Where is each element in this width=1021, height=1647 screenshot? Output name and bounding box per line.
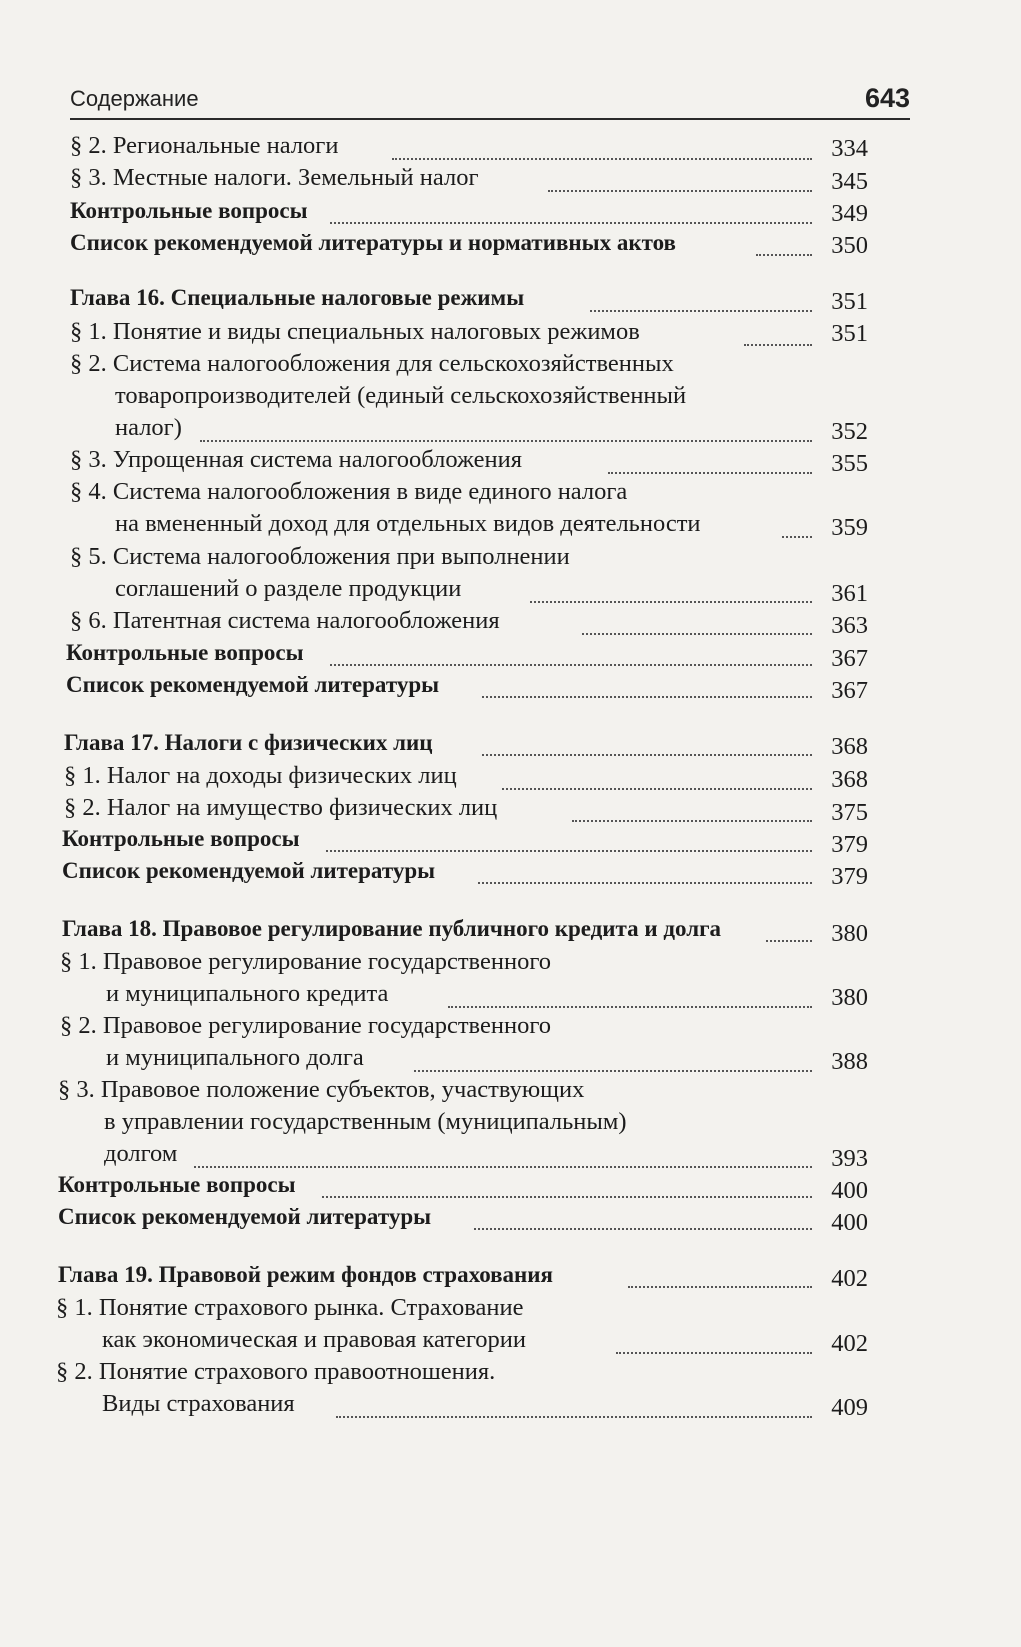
toc-page: 402 bbox=[831, 1330, 868, 1357]
toc-entry: § 2. Региональные налоги bbox=[70, 132, 339, 159]
toc-page: 351 bbox=[831, 320, 868, 347]
toc-entry: Контрольные вопросы bbox=[58, 1172, 296, 1197]
dot-leader bbox=[336, 1392, 812, 1418]
toc-page: 361 bbox=[831, 580, 868, 607]
dot-leader bbox=[392, 134, 812, 160]
toc-page: 375 bbox=[831, 799, 868, 826]
toc-page: 388 bbox=[831, 1048, 868, 1075]
toc-entry: § 4. Система налогообложения в виде единого налога bbox=[70, 478, 628, 505]
dot-leader bbox=[482, 730, 812, 756]
toc-entry: § 2. Налог на имущество физических лиц bbox=[64, 794, 498, 821]
toc-page: 363 bbox=[831, 612, 868, 639]
toc-entry: § 5. Система налогообложения при выполнении bbox=[70, 543, 570, 570]
toc-page: 393 bbox=[831, 1145, 868, 1172]
toc-entry: Глава 18. Правовое регулирование публичного кредита и долга bbox=[62, 916, 722, 941]
toc-entry: Контрольные вопросы bbox=[66, 640, 304, 665]
dot-leader bbox=[590, 286, 812, 312]
toc-entry: Список рекомендуемой литературы bbox=[66, 672, 440, 697]
toc-entry: налог) bbox=[115, 414, 182, 441]
dot-leader bbox=[330, 198, 812, 224]
toc-page: 367 bbox=[831, 677, 868, 704]
dot-leader bbox=[616, 1328, 812, 1354]
toc-entry: Контрольные вопросы bbox=[70, 198, 308, 223]
dot-leader bbox=[548, 166, 812, 192]
toc-entry: § 2. Понятие страхового правоотношения. bbox=[56, 1358, 496, 1385]
toc-page: 368 bbox=[831, 766, 868, 793]
toc-page: 355 bbox=[831, 450, 868, 477]
dot-leader bbox=[414, 1046, 812, 1072]
toc-entry: на вмененный доход для отдельных видов деятельности bbox=[115, 510, 701, 537]
dot-leader bbox=[582, 609, 812, 635]
toc-entry: Глава 17. Налоги с физических лиц bbox=[64, 730, 433, 755]
toc-page: 345 bbox=[831, 168, 868, 195]
dot-leader bbox=[744, 320, 812, 346]
toc-page: 379 bbox=[831, 831, 868, 858]
toc-entry: в управлении государственным (муниципальным) bbox=[104, 1108, 627, 1135]
toc-entry: § 2. Система налогообложения для сельскохозяйственных bbox=[70, 350, 674, 377]
toc-entry: § 2. Правовое регулирование государственного bbox=[60, 1012, 552, 1039]
toc-entry: как экономическая и правовая категории bbox=[102, 1326, 527, 1353]
toc-page: 400 bbox=[831, 1209, 868, 1236]
toc-page: 380 bbox=[831, 920, 868, 947]
dot-leader bbox=[628, 1262, 812, 1288]
toc-page: 380 bbox=[831, 984, 868, 1011]
toc-page: 402 bbox=[831, 1265, 868, 1292]
page-number: 643 bbox=[864, 83, 910, 113]
toc-page: 359 bbox=[831, 514, 868, 541]
toc-entry: Список рекомендуемой литературы bbox=[62, 858, 436, 883]
toc-page: 400 bbox=[831, 1177, 868, 1204]
dot-leader bbox=[474, 1204, 812, 1230]
toc-entry: Список рекомендуемой литературы bbox=[58, 1204, 432, 1229]
toc-page: 367 bbox=[831, 645, 868, 672]
toc-page: 368 bbox=[831, 733, 868, 760]
dot-leader bbox=[200, 416, 812, 442]
dot-leader bbox=[330, 640, 812, 666]
toc-entry: § 1. Налог на доходы физических лиц bbox=[64, 762, 457, 789]
toc-entry: Глава 16. Специальные налоговые режимы bbox=[70, 285, 525, 310]
toc-entry: § 3. Правовое положение субъектов, участвующих bbox=[58, 1076, 585, 1103]
dot-leader bbox=[502, 764, 812, 790]
dot-leader bbox=[326, 826, 812, 852]
toc-entry: и муниципального кредита bbox=[106, 980, 389, 1007]
toc-page: 351 bbox=[831, 288, 868, 315]
toc-entry: § 3. Местные налоги. Земельный налог bbox=[70, 164, 479, 191]
toc-entry: § 1. Понятие и виды специальных налоговых режимов bbox=[70, 318, 640, 345]
dot-leader bbox=[194, 1142, 812, 1168]
toc-entry: и муниципального долга bbox=[106, 1044, 364, 1071]
toc-entry: § 1. Правовое регулирование государственного bbox=[60, 948, 552, 975]
toc-page: 352 bbox=[831, 418, 868, 445]
dot-leader bbox=[482, 672, 812, 698]
toc-entry: соглашений о разделе продукции bbox=[115, 575, 462, 602]
toc-entry: Контрольные вопросы bbox=[62, 826, 300, 851]
toc-entry: Виды страхования bbox=[102, 1390, 295, 1417]
dot-leader bbox=[608, 448, 812, 474]
dot-leader bbox=[478, 858, 812, 884]
toc-page: 379 bbox=[831, 863, 868, 890]
toc-entry: § 6. Патентная система налогообложения bbox=[70, 607, 500, 634]
toc-page: 349 bbox=[831, 200, 868, 227]
toc-entry: § 1. Понятие страхового рынка. Страхование bbox=[56, 1294, 524, 1321]
dot-leader bbox=[530, 577, 812, 603]
toc-entry: § 3. Упрощенная система налогообложения bbox=[70, 446, 522, 473]
dot-leader bbox=[572, 796, 812, 822]
toc-entry: Глава 19. Правовой режим фондов страхования bbox=[58, 1262, 553, 1287]
toc-page: 409 bbox=[831, 1394, 868, 1421]
toc-page: 334 bbox=[831, 135, 868, 162]
dot-leader bbox=[448, 982, 812, 1008]
dot-leader bbox=[322, 1172, 812, 1198]
running-title: Содержание bbox=[70, 86, 199, 111]
toc-page: 350 bbox=[831, 232, 868, 259]
toc-entry: Список рекомендуемой литературы и нормативных актов bbox=[70, 230, 676, 255]
dot-leader bbox=[756, 230, 812, 256]
dot-leader bbox=[766, 916, 812, 942]
toc-entry: долгом bbox=[104, 1140, 178, 1167]
toc-entry: товаропроизводителей (единый сельскохозяйственный bbox=[115, 382, 687, 409]
